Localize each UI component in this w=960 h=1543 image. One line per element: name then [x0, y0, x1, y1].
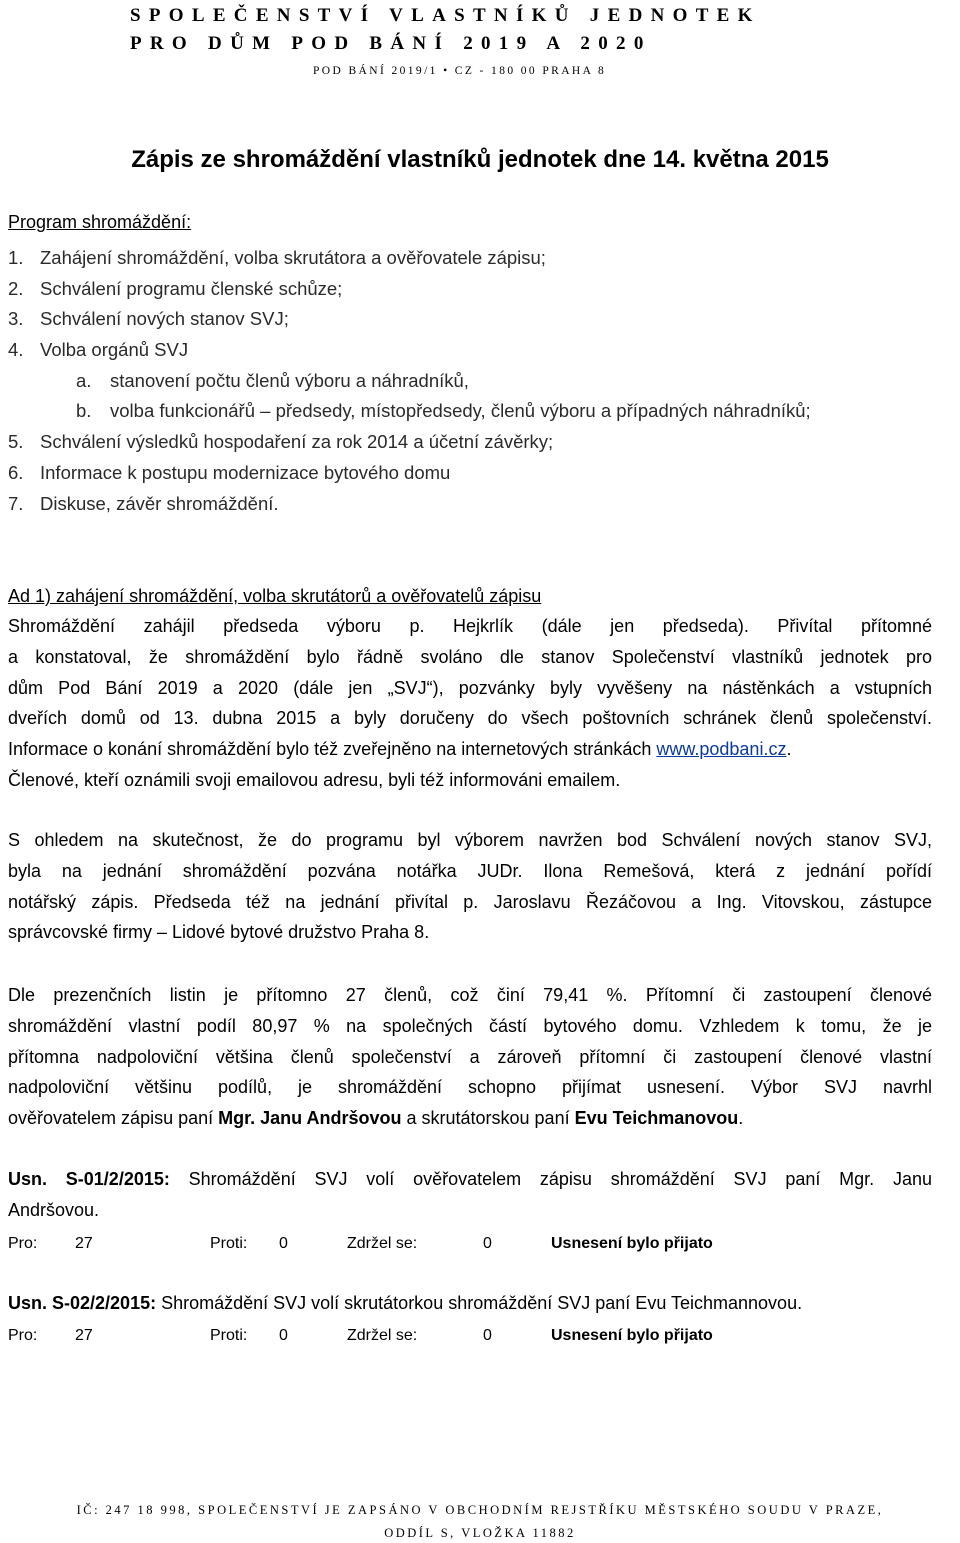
- section-heading-ad1: Ad 1) zahájení shromáždění, volba skrutátorů a ověřovatelů zápisu: [8, 586, 542, 606]
- resolution-2: Usn. S-02/2/2015: Shromáždění SVJ volí skrutátorkou shromáždění SVJ paní Evu Teichmannovou.: [8, 1293, 803, 1313]
- list-item: 6. Informace k postupu modernizace bytového domu: [8, 461, 451, 483]
- list-item: a. stanovení počtu členů výboru a náhradníků,: [76, 369, 469, 391]
- footer-registration: IČ: 247 18 998, SPOLEČENSTVÍ JE ZAPSÁNO V OBCHODNÍM REJSTŘÍKU MĚSTSKÉHO SOUDU V PRAZE,: [76, 1503, 884, 1517]
- paragraph-notary: S ohledem na skutečnost, že do programu byl výborem navržen bod Schválení nových stanov SVJ, byla na jednání shromáždění pozvána notářka JUDr. Ilona Remešová, která z jednání pořídí notářský zápis. Předseda též na jednání přivítal p. Jaroslavu Řezáčovou a Ing. Vitovskou, zástupce správcovské firmy – Lidové bytové družstvo Praha 8.: [8, 830, 932, 943]
- list-item: 2. Schválení programu členské schůze;: [8, 277, 343, 299]
- header-org-name: SPOLEČENSTVÍ VLASTNÍKŮ JEDNOTEK: [130, 5, 761, 26]
- result-badge: Usnesení bylo přijato: [551, 1327, 713, 1344]
- list-item: 5. Schválení výsledků hospodaření za rok 2014 a účetní závěrky;: [8, 431, 554, 453]
- paragraph-attendance: Dle prezenčních listin je přítomno 27 členů, což činí 79,41 %. Přítomní či zastoupení členové shromáždění vlastní podíl 80,97 % na společných částí bytového domu. Vzhledem k tomu, že je přítomna nadpoloviční většina členů společenství a zároveň přítomní či zastoupení členové vlastní nadpoloviční většinu podílů, je shromáždění schopno přijímat usnesení. Výbor SVJ navrhl ověřovatelem zápisu paní Mgr. Janu Andršovou a skrutátorskou paní Evu Teichmanovou.: [8, 985, 932, 1129]
- header-org-building: PRO DŮM POD BÁNÍ 2019 A 2020: [130, 33, 652, 54]
- list-item: 1. Zahájení shromáždění, volba skrutátora a ověřovatele zápisu;: [8, 247, 546, 268]
- paragraph-opening: Shromáždění zahájil předseda výboru p. Hejkrlík (dále jen předseda). Přivítal přítomné a konstatoval, že shromáždění bylo řádně svoláno dle stanov Společenství vlastníků jednotek pro dům Pod Bání 2019 a 2020 (dále jen „SVJ“), pozvánky byly vyvěšeny na nástěnkách a vstupních dveřích domů od 13. dubna 2015 a byly doručeny do všech poštovních schránek členů společenství. Informace o konání shromáždění bylo též zveřejněno na internetových stránkách www.podbani.cz. Členové, kteří oznámili svoji emailovou adresu, byli též informováni emailem.: [8, 616, 932, 790]
- program-list: [8, 243, 948, 519]
- list-item: 4. Volba orgánů SVJ: [8, 339, 189, 361]
- result-badge: Usnesení bylo přijato: [551, 1235, 713, 1252]
- list-item: 7. Diskuse, závěr shromáždění.: [8, 492, 279, 514]
- header-address: POD BÁNÍ 2019/1 • CZ - 180 00 PRAHA 8: [313, 65, 607, 77]
- document-page: SPOLEČENSTVÍ VLASTNÍKŮ JEDNOTEK PRO DŮM POD BÁNÍ 2019 A 2020 POD BÁNÍ 2019/1 • CZ - 180 00 PRAHA 8 Zápis ze shromáždění vlastníků jednotek dne 14. května 2015 Program shromáždění: 1. Zahájení shromáždění, volba skrutátora a ověřovatele zápisu; 2. Schválení programu členské schůze; 3. Schválení nových stanov SVJ; 4. Volba orgánů SVJ a. stanovení počtu členů výboru a náhradníků, b. volba funkcionářů – předsedy, místopředsedy, členů výboru a případných náhradníků; 5. Schválení výsledků hospodaření za rok 2014 a účetní závěrky; 6. Informace k postupu modernizace bytového domu 7. Diskuse, závěr shromáždění. Ad 1) zahájení shromáždění, volba skrutátorů a ověřovatelů zápisu Shromáždění zahájil předseda výboru p. Hejkrlík (dále jen předseda). Přivítal přítomné a konstatoval, že shromáždění bylo řádně svoláno dle stanov Společenství vlastníků jednotek pro dům Pod Bání 2019 a 2020 (dále jen „SVJ“), pozvánky byly vyvěšeny na nástěnkách a vstupních dveřích domů od 13. dubna 2015 a byly doručeny do všech poštovních schránek členů společenství. Informace o konání shromáždění bylo též zveřejněno na internetových stránkách www.podbani.cz. Členové, kteří oznámili svoji emailovou adresu, byli též informováni emailem. S ohledem na skutečnost, že do programu byl výborem navržen bod Schválení nových stanov SVJ, byla na jednání shromáždění pozvána notářka JUDr. Ilona Remešová, která z jednání pořídí notářský zápis. Předseda též na jednání přivítal p. Jaroslavu Řezáčovou a Ing. Vitovskou, zástupce správcovské firmy – Lidové bytové družstvo Praha 8. Dle prezenčních listin je přítomno 27 členů, což činí 79,41 %. Přítomní či zastoupení členové shromáždění vlastní podíl 80,97 % na společných částí bytového domu. Vzhledem k tomu, že je přítomna nadpoloviční většina členů společenství a zároveň přítomní či zastoupení členové vlastní nadpoloviční většinu podílů, je shromáždění schopno přijímat usnesení. Výbor SVJ navrhl ověřovatelem zápisu paní Mgr. Janu Andršovou a skrutátorskou paní Evu Teichmanovou. Usn. S-01/2/2015: Shromáždění SVJ volí ověřovatelem zápisu shromáždění SVJ paní Mgr. Janu Andršovou. Pro: 27 Proti: 0 Zdržel se: 0 Usnesení bylo přijato Usn. S-02/2/2015: Shromáždění SVJ volí skrutátorkou shromáždění SVJ paní Evu Teichmannovou. Pro: 27 Proti: 0 Zdržel se: 0 Usnesení bylo přijato IČ: 247 18 998, SPOLEČENSTVÍ JE ZAPSÁNO V OBCHODNÍM REJSTŘÍKU MĚSTSKÉHO SOUDU V PRAZE, ODDÍL S, VLOŽKA 11882: [0, 0, 960, 1543]
- program-heading: Program shromáždění:: [8, 212, 192, 232]
- footer-section: ODDÍL S, VLOŽKA 11882: [384, 1526, 576, 1540]
- resolution-1: Usn. S-01/2/2015: Shromáždění SVJ volí ověřovatelem zápisu shromáždění SVJ paní Mgr. Janu Andršovou.: [8, 1169, 932, 1220]
- website-link[interactable]: www.podbani.cz: [656, 739, 787, 760]
- document-title: Zápis ze shromáždění vlastníků jednotek dne 14. května 2015: [131, 146, 829, 173]
- list-item: 3. Schválení nových stanov SVJ;: [8, 308, 289, 330]
- list-item: b. volba funkcionářů – předsedy, místopředsedy, členů výboru a případných náhradníků;: [76, 400, 811, 422]
